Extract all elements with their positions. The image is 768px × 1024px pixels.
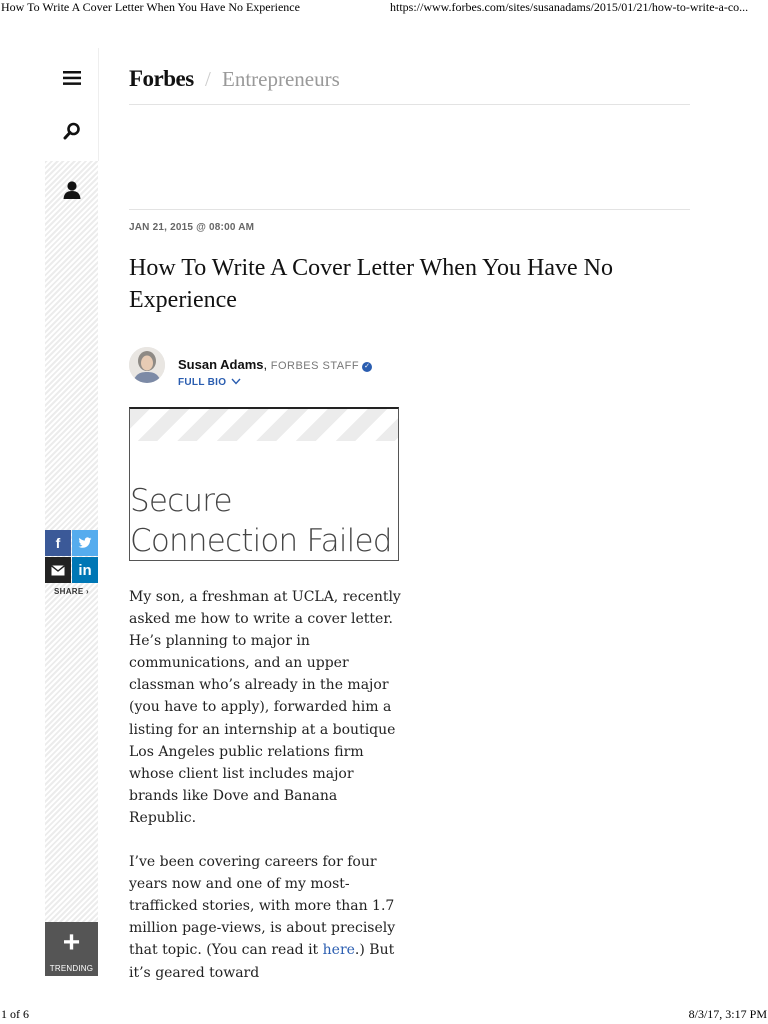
print-footer bbox=[0, 1007, 768, 1023]
plus-icon: + bbox=[62, 926, 81, 959]
error-frame-stripes bbox=[130, 409, 398, 441]
print-page-url: https://www.forbes.com/sites/susanadams/2015/01/21/how-to-write-a-co... bbox=[390, 0, 749, 14]
twitter-share-button[interactable] bbox=[72, 530, 98, 556]
paragraph-text: I’ve been covering careers for four years now and one of my most-trafficked stories, with more than 1.7 million page-views, is about precisely that topic. (You can read it bbox=[129, 854, 396, 959]
facebook-icon: f bbox=[55, 535, 61, 551]
article-body bbox=[129, 586, 404, 1006]
email-share-button[interactable] bbox=[45, 557, 71, 583]
divider bbox=[129, 209, 690, 210]
forbes-logo[interactable]: Forbes bbox=[129, 66, 194, 91]
article-headline: How To Write A Cover Letter When You Have No Experience bbox=[129, 255, 613, 313]
print-header bbox=[0, 0, 768, 16]
author-separator: , bbox=[263, 357, 268, 372]
divider bbox=[129, 104, 690, 105]
linkedin-share-button[interactable] bbox=[72, 557, 98, 583]
left-rail bbox=[45, 48, 98, 976]
search-icon[interactable] bbox=[45, 111, 98, 151]
trending-label: TRENDING bbox=[49, 964, 94, 973]
channel-separator: / bbox=[205, 67, 211, 91]
embedded-media-frame bbox=[129, 407, 399, 561]
user-icon[interactable] bbox=[45, 170, 98, 210]
chevron-right-icon: › bbox=[86, 587, 89, 596]
trending-button[interactable] bbox=[45, 922, 98, 976]
paragraph-text: .) But it’s geared toward bbox=[129, 942, 395, 981]
author-byline bbox=[178, 357, 372, 372]
channel-link[interactable]: Entrepreneurs bbox=[222, 67, 340, 91]
print-datetime: 8/3/17, 3:17 PM bbox=[688, 1007, 767, 1021]
author-avatar[interactable] bbox=[129, 347, 165, 383]
chevron-down-icon bbox=[231, 378, 241, 385]
email-icon bbox=[51, 565, 65, 576]
article-paragraph: My son, a freshman at UCLA, recently asked me how to write a cover letter. He’s planning to major in communications, and an upper classman who’s already in the major (you have to apply), forwarded him a listing for an internship at a boutique Los Angeles public relations firm whose client list includes major brands like Dove and Banana Republic. bbox=[129, 589, 401, 826]
article-dateline: JAN 21, 2015 @ 08:00 AM bbox=[129, 222, 255, 233]
author-role: FORBES STAFF bbox=[270, 360, 360, 372]
author-name[interactable]: Susan Adams bbox=[178, 357, 264, 372]
facebook-share-button[interactable] bbox=[45, 530, 71, 556]
verified-icon: ✓ bbox=[362, 362, 372, 372]
inline-link-here[interactable]: here bbox=[322, 942, 355, 959]
full-bio-label: FULL BIO bbox=[178, 377, 227, 388]
print-page-title: How To Write A Cover Letter When You Have No Experience bbox=[1, 0, 300, 14]
menu-icon[interactable] bbox=[45, 58, 98, 98]
print-page-number: 1 of 6 bbox=[1, 1007, 29, 1021]
full-bio-link[interactable] bbox=[178, 377, 241, 388]
secure-connection-failed-message: Secure Connection Failed bbox=[130, 483, 392, 559]
twitter-icon bbox=[78, 537, 92, 549]
share-label[interactable] bbox=[45, 587, 98, 596]
article-paragraph bbox=[129, 851, 404, 984]
share-label-text: SHARE bbox=[53, 587, 84, 596]
linkedin-icon: in bbox=[78, 561, 92, 579]
